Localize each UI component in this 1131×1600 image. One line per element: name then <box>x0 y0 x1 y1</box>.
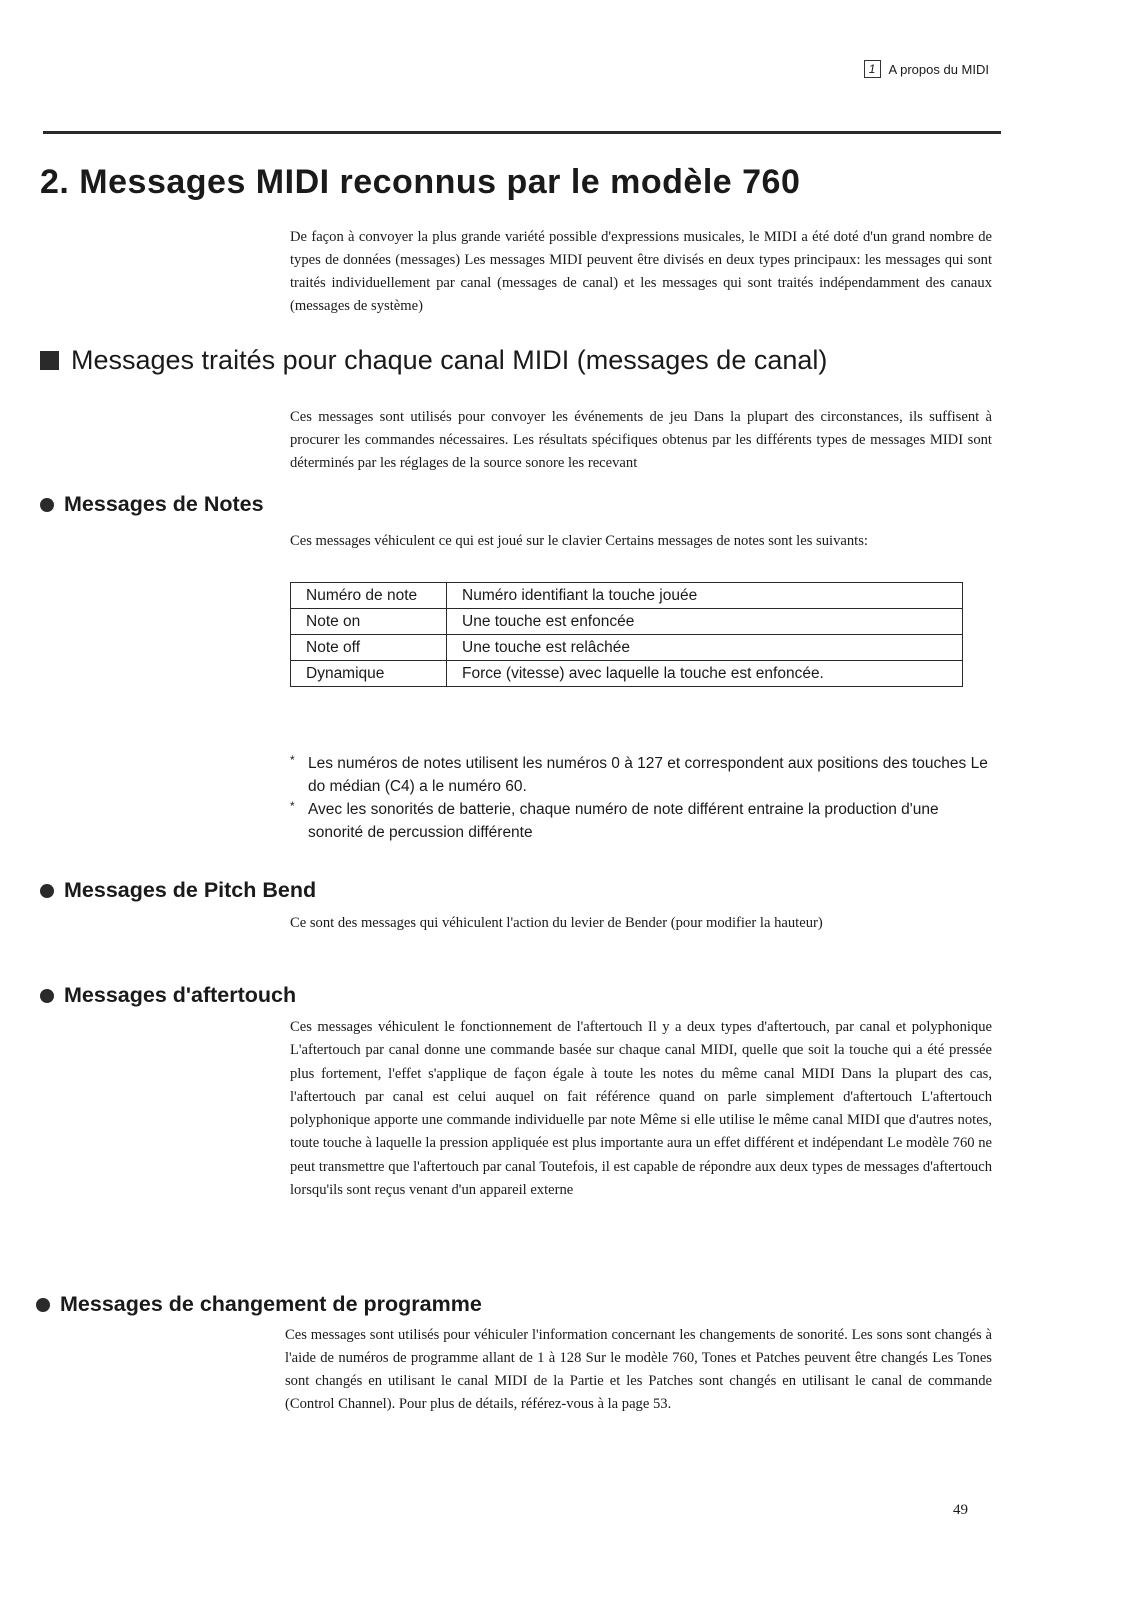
program-change-heading <box>36 1292 482 1317</box>
round-bullet-icon <box>40 498 54 512</box>
round-bullet-icon <box>40 884 54 898</box>
notes-heading-text: Messages de Notes <box>64 492 264 516</box>
header-rule <box>43 131 1001 134</box>
footnote-text: Les numéros de notes utilisent les numéros 0 à 127 et correspondent aux positions des touches Le do médian (C4) a le numéro 60. <box>308 755 988 795</box>
table-row <box>291 609 963 635</box>
table-cell-term: Note off <box>291 635 447 661</box>
aftertouch-heading-text: Messages d'aftertouch <box>64 983 297 1007</box>
round-bullet-icon <box>40 989 54 1003</box>
page-number: 49 <box>953 1502 968 1518</box>
page-title: 2. Messages MIDI reconnus par le modèle 760 <box>40 163 801 201</box>
aftertouch-paragraph: Ces messages véhiculent le fonctionnement de l'aftertouch Il y a deux types d'aftertouch, par canal et polyphonique L'aftertouch par canal donne une commande basée sur chaque canal MIDI, quelle que soit la touche qui a été pressée plus fortement, l'effet s'applique de façon égale à toute les notes du même canal MIDI Dans la plupart des cas, l'aftertouch par canal est celui auquel on fait référence quand on parle simplement d'aftertouch L'aftertouch polyphonique apporte une commande individuelle par note Même si elle utilise le même canal MIDI que d'autres notes, toute touche à laquelle la pression appliquée est plus importante aura un effet différent et indépendant Le modèle 760 ne peut transmettre que l'aftertouch par canal Toutefois, il est capable de répondre aux deux types de messages d'aftertouch lorsqu'ils sont reçus venant d'un appareil externe <box>290 1019 992 1199</box>
table-cell-term: Numéro de note <box>291 583 447 609</box>
list-item <box>290 798 995 844</box>
table-cell-desc: Force (vitesse) avec laquelle la touche est enfoncée. <box>447 661 963 687</box>
program-change-heading-text: Messages de changement de programme <box>60 1292 482 1316</box>
list-item <box>290 752 995 798</box>
notes-paragraph: Ces messages véhiculent ce qui est joué sur le clavier Certains messages de notes sont les suivants: <box>290 533 868 549</box>
notes-heading <box>40 492 264 517</box>
table-row <box>291 635 963 661</box>
table-cell-desc: Une touche est enfoncée <box>447 609 963 635</box>
program-change-paragraph: Ces messages sont utilisés pour véhiculer l'information concernant les changements de sonorité. Les sons sont changés à l'aide de numéros de programme allant de 1 à 128 Sur le modèle 760, Tones et Patches peuvent être changés Les Tones sont changés en utilisant le canal MIDI de la Partie et les Patches sont changés en utilisant le canal de commande (Control Channel). Pour plus de détails, référez-vous à la page 53. <box>285 1327 992 1412</box>
pitch-bend-paragraph: Ce sont des messages qui véhiculent l'action du levier de Bender (pour modifier la hauteur) <box>290 915 823 931</box>
notes-footnotes <box>290 752 995 844</box>
intro-paragraph: De façon à convoyer la plus grande variété possible d'expressions musicales, le MIDI a été doté d'un grand nombre de types de données (messages) Les messages MIDI peuvent être divisés en deux types principaux: les messages qui sont traités individuellement par canal (messages de canal) et les messages qui sont traités indépendamment des canaux (messages de système) <box>290 229 992 314</box>
running-header-section: A propos du MIDI <box>888 61 989 77</box>
footnote-text: Avec les sonorités de batterie, chaque numéro de note différent entraine la production d'une sonorité de percussion différente <box>308 801 939 841</box>
asterisk-icon: * <box>290 753 295 767</box>
table-row <box>291 661 963 687</box>
round-bullet-icon <box>36 1298 50 1312</box>
aftertouch-heading <box>40 983 296 1008</box>
square-bullet-icon <box>40 351 59 370</box>
asterisk-icon: * <box>290 799 295 813</box>
channel-section-heading-text: Messages traités pour chaque canal MIDI (messages de canal) <box>71 345 828 375</box>
pitch-bend-heading <box>40 878 316 903</box>
notes-table <box>290 582 963 687</box>
pitch-bend-heading-text: Messages de Pitch Bend <box>64 878 317 902</box>
running-header <box>864 60 989 78</box>
table-cell-desc: Une touche est relâchée <box>447 635 963 661</box>
table-row <box>291 583 963 609</box>
table-cell-desc: Numéro identifiant la touche jouée <box>447 583 963 609</box>
channel-section-heading <box>40 345 827 376</box>
table-cell-term: Note on <box>291 609 447 635</box>
table-cell-term: Dynamique <box>291 661 447 687</box>
channel-section-intro: Ces messages sont utilisés pour convoyer les événements de jeu Dans la plupart des circonstances, ils suffisent à procurer les commandes nécessaires. Les résultats spécifiques obtenus par les différents types de messages MIDI sont déterminés par les réglages de la source sonore les recevant <box>290 409 992 471</box>
chapter-number-box: 1 <box>864 60 881 78</box>
